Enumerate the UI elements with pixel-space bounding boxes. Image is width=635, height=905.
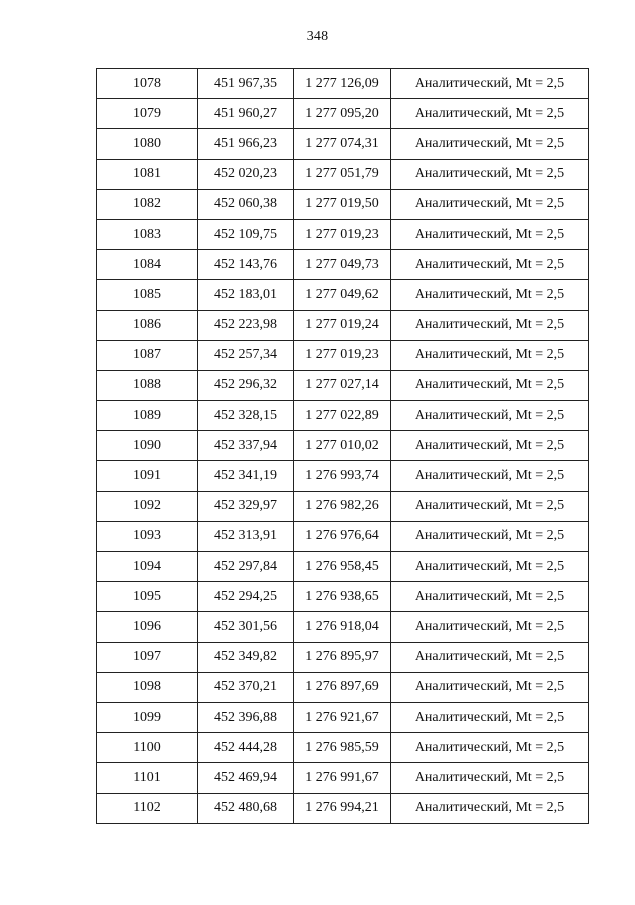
method-cell: Аналитический, Mt = 2,5 xyxy=(391,733,589,763)
point-number-cell: 1092 xyxy=(97,491,198,521)
x-coordinate-cell: 451 967,35 xyxy=(198,69,294,99)
x-coordinate-cell: 452 020,23 xyxy=(198,159,294,189)
point-number-cell: 1091 xyxy=(97,461,198,491)
point-number-cell: 1100 xyxy=(97,733,198,763)
x-coordinate-cell: 452 329,97 xyxy=(198,491,294,521)
x-coordinate-cell: 452 109,75 xyxy=(198,219,294,249)
method-cell: Аналитический, Mt = 2,5 xyxy=(391,129,589,159)
method-cell: Аналитический, Mt = 2,5 xyxy=(391,280,589,310)
point-number-cell: 1083 xyxy=(97,219,198,249)
table-row xyxy=(97,189,589,219)
x-coordinate-cell: 452 444,28 xyxy=(198,733,294,763)
method-cell: Аналитический, Mt = 2,5 xyxy=(391,250,589,280)
x-coordinate-cell: 451 966,23 xyxy=(198,129,294,159)
x-coordinate-cell: 452 257,34 xyxy=(198,340,294,370)
y-coordinate-cell: 1 276 991,67 xyxy=(294,763,391,793)
x-coordinate-cell: 452 223,98 xyxy=(198,310,294,340)
coordinates-table xyxy=(96,68,589,824)
y-coordinate-cell: 1 277 074,31 xyxy=(294,129,391,159)
method-cell: Аналитический, Mt = 2,5 xyxy=(391,340,589,370)
table-row xyxy=(97,280,589,310)
y-coordinate-cell: 1 276 938,65 xyxy=(294,582,391,612)
y-coordinate-cell: 1 276 958,45 xyxy=(294,552,391,582)
point-number-cell: 1099 xyxy=(97,702,198,732)
method-cell: Аналитический, Mt = 2,5 xyxy=(391,189,589,219)
point-number-cell: 1080 xyxy=(97,129,198,159)
point-number-cell: 1084 xyxy=(97,250,198,280)
table-row xyxy=(97,521,589,551)
y-coordinate-cell: 1 277 019,24 xyxy=(294,310,391,340)
method-cell: Аналитический, Mt = 2,5 xyxy=(391,521,589,551)
y-coordinate-cell: 1 276 993,74 xyxy=(294,461,391,491)
table-row xyxy=(97,370,589,400)
table-row xyxy=(97,159,589,189)
y-coordinate-cell: 1 277 095,20 xyxy=(294,99,391,129)
y-coordinate-cell: 1 276 921,67 xyxy=(294,702,391,732)
table-row xyxy=(97,461,589,491)
y-coordinate-cell: 1 277 049,73 xyxy=(294,250,391,280)
x-coordinate-cell: 452 469,94 xyxy=(198,763,294,793)
x-coordinate-cell: 452 296,32 xyxy=(198,370,294,400)
table-row xyxy=(97,401,589,431)
method-cell: Аналитический, Mt = 2,5 xyxy=(391,491,589,521)
y-coordinate-cell: 1 277 051,79 xyxy=(294,159,391,189)
y-coordinate-cell: 1 276 994,21 xyxy=(294,793,391,823)
point-number-cell: 1078 xyxy=(97,69,198,99)
point-number-cell: 1102 xyxy=(97,793,198,823)
y-coordinate-cell: 1 277 126,09 xyxy=(294,69,391,99)
method-cell: Аналитический, Mt = 2,5 xyxy=(391,310,589,340)
table-row xyxy=(97,702,589,732)
point-number-cell: 1081 xyxy=(97,159,198,189)
y-coordinate-cell: 1 277 019,23 xyxy=(294,340,391,370)
x-coordinate-cell: 452 313,91 xyxy=(198,521,294,551)
table-row xyxy=(97,582,589,612)
method-cell: Аналитический, Mt = 2,5 xyxy=(391,99,589,129)
table-row xyxy=(97,733,589,763)
table-row xyxy=(97,99,589,129)
y-coordinate-cell: 1 277 019,50 xyxy=(294,189,391,219)
method-cell: Аналитический, Mt = 2,5 xyxy=(391,672,589,702)
point-number-cell: 1082 xyxy=(97,189,198,219)
method-cell: Аналитический, Mt = 2,5 xyxy=(391,401,589,431)
method-cell: Аналитический, Mt = 2,5 xyxy=(391,612,589,642)
method-cell: Аналитический, Mt = 2,5 xyxy=(391,763,589,793)
x-coordinate-cell: 452 294,25 xyxy=(198,582,294,612)
table-row xyxy=(97,491,589,521)
x-coordinate-cell: 452 297,84 xyxy=(198,552,294,582)
table-row xyxy=(97,642,589,672)
table-row xyxy=(97,310,589,340)
table-row xyxy=(97,793,589,823)
table-row xyxy=(97,431,589,461)
point-number-cell: 1085 xyxy=(97,280,198,310)
method-cell: Аналитический, Mt = 2,5 xyxy=(391,370,589,400)
method-cell: Аналитический, Mt = 2,5 xyxy=(391,431,589,461)
table-row xyxy=(97,612,589,642)
y-coordinate-cell: 1 276 918,04 xyxy=(294,612,391,642)
method-cell: Аналитический, Mt = 2,5 xyxy=(391,793,589,823)
y-coordinate-cell: 1 277 022,89 xyxy=(294,401,391,431)
coordinates-table-body xyxy=(97,69,589,824)
point-number-cell: 1079 xyxy=(97,99,198,129)
x-coordinate-cell: 452 337,94 xyxy=(198,431,294,461)
point-number-cell: 1097 xyxy=(97,642,198,672)
point-number-cell: 1087 xyxy=(97,340,198,370)
y-coordinate-cell: 1 277 010,02 xyxy=(294,431,391,461)
y-coordinate-cell: 1 277 027,14 xyxy=(294,370,391,400)
x-coordinate-cell: 452 370,21 xyxy=(198,672,294,702)
table-row xyxy=(97,552,589,582)
point-number-cell: 1088 xyxy=(97,370,198,400)
x-coordinate-cell: 452 328,15 xyxy=(198,401,294,431)
method-cell: Аналитический, Mt = 2,5 xyxy=(391,702,589,732)
table-row xyxy=(97,219,589,249)
method-cell: Аналитический, Mt = 2,5 xyxy=(391,69,589,99)
x-coordinate-cell: 451 960,27 xyxy=(198,99,294,129)
point-number-cell: 1086 xyxy=(97,310,198,340)
y-coordinate-cell: 1 276 985,59 xyxy=(294,733,391,763)
x-coordinate-cell: 452 060,38 xyxy=(198,189,294,219)
method-cell: Аналитический, Mt = 2,5 xyxy=(391,582,589,612)
table-row xyxy=(97,129,589,159)
y-coordinate-cell: 1 277 019,23 xyxy=(294,219,391,249)
x-coordinate-cell: 452 301,56 xyxy=(198,612,294,642)
point-number-cell: 1096 xyxy=(97,612,198,642)
page-number: 348 xyxy=(306,29,329,44)
point-number-cell: 1094 xyxy=(97,552,198,582)
y-coordinate-cell: 1 277 049,62 xyxy=(294,280,391,310)
point-number-cell: 1089 xyxy=(97,401,198,431)
point-number-cell: 1098 xyxy=(97,672,198,702)
table-row xyxy=(97,340,589,370)
x-coordinate-cell: 452 480,68 xyxy=(198,793,294,823)
point-number-cell: 1093 xyxy=(97,521,198,551)
point-number-cell: 1101 xyxy=(97,763,198,793)
point-number-cell: 1090 xyxy=(97,431,198,461)
table-row xyxy=(97,69,589,99)
table-row xyxy=(97,672,589,702)
y-coordinate-cell: 1 276 976,64 xyxy=(294,521,391,551)
x-coordinate-cell: 452 396,88 xyxy=(198,702,294,732)
x-coordinate-cell: 452 349,82 xyxy=(198,642,294,672)
method-cell: Аналитический, Mt = 2,5 xyxy=(391,159,589,189)
x-coordinate-cell: 452 143,76 xyxy=(198,250,294,280)
x-coordinate-cell: 452 341,19 xyxy=(198,461,294,491)
table-row xyxy=(97,250,589,280)
y-coordinate-cell: 1 276 897,69 xyxy=(294,672,391,702)
method-cell: Аналитический, Mt = 2,5 xyxy=(391,642,589,672)
x-coordinate-cell: 452 183,01 xyxy=(198,280,294,310)
method-cell: Аналитический, Mt = 2,5 xyxy=(391,461,589,491)
y-coordinate-cell: 1 276 895,97 xyxy=(294,642,391,672)
y-coordinate-cell: 1 276 982,26 xyxy=(294,491,391,521)
point-number-cell: 1095 xyxy=(97,582,198,612)
table-row xyxy=(97,763,589,793)
method-cell: Аналитический, Mt = 2,5 xyxy=(391,552,589,582)
method-cell: Аналитический, Mt = 2,5 xyxy=(391,219,589,249)
